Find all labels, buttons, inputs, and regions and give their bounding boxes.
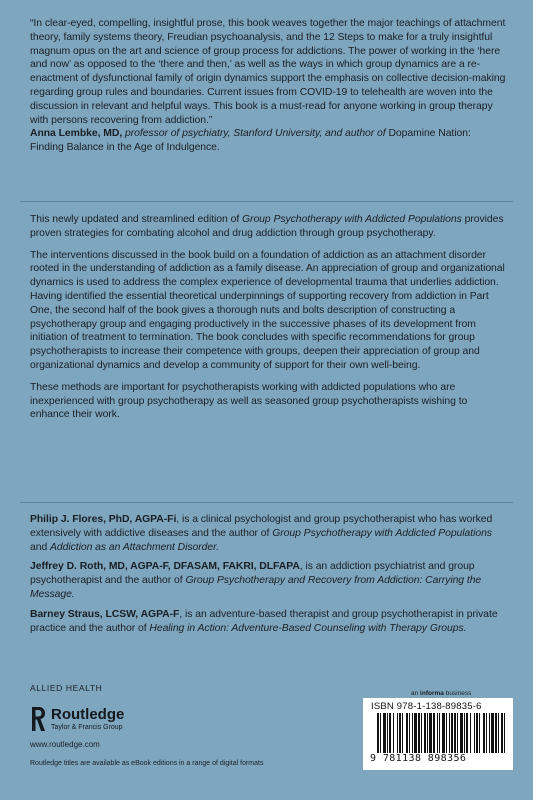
bio-straus [30, 608, 506, 636]
intro-book-title: Group Psychotherapy with Addicted Populations [242, 214, 462, 225]
quote-author-role: professor of psychiatry, Stanford University, and author of [125, 128, 386, 140]
description-intro [30, 213, 506, 241]
barcode-bar [402, 713, 403, 753]
barcode-bar [412, 713, 413, 753]
barcode-bar [397, 713, 398, 753]
bio-name: Jeffrey D. Roth, MD, AGPA-F, DFASAM, FAKRI, DLFAPA [30, 561, 300, 573]
intro-text-pre: This newly updated and streamlined edition of [30, 214, 240, 225]
intro-text-post: provides proven strategies for combating alcohol and drug addiction through group psychotherapy. [30, 214, 504, 239]
bio-name: Philip J. Flores, PhD, AGPA-Fi [30, 514, 177, 525]
bio-text: , is an adventure-based therapist and group psychotherapist in private practice and the author of [30, 608, 498, 634]
divider-bottom [20, 502, 513, 503]
barcode-bar [476, 713, 478, 753]
barcode-bar [418, 713, 420, 753]
barcode-bar [474, 713, 475, 753]
barcode-bar [433, 713, 435, 753]
barcode-number: 9 781138 898356 [370, 753, 467, 764]
publisher-name: Routledge [51, 705, 125, 723]
barcode-bar [446, 713, 447, 753]
informa-business-tag [411, 690, 471, 697]
informa-bold: informa [420, 690, 444, 697]
bio-roth [30, 560, 506, 601]
barcode-bar [409, 713, 410, 753]
informa-pre: an [411, 690, 419, 697]
bio-joiner: and [30, 541, 48, 553]
author-bios [30, 513, 506, 641]
subject-category: ALLIED HEALTH [30, 683, 103, 693]
barcode-bar [460, 713, 463, 753]
barcode-bar [501, 713, 503, 753]
routledge-logo-icon [30, 706, 46, 732]
barcode-bar [495, 713, 497, 753]
barcode-bar [380, 713, 381, 753]
barcode-bar [424, 713, 426, 753]
barcode-bar [451, 713, 453, 753]
barcode-bar [483, 713, 485, 753]
quote-author-book: Dopamine Nation: Finding Balance in the Age of Indulgence. [30, 128, 471, 154]
bio-text: , is an addiction psychiatrist and group psychotherapist and the author of [30, 561, 475, 587]
barcode-bar [439, 713, 440, 753]
publisher-logo [30, 706, 124, 732]
bio-flores [30, 513, 506, 554]
barcode-bar [389, 713, 391, 753]
barcode-bar [486, 713, 487, 753]
quote-author: Anna Lembke, MD, [30, 128, 123, 140]
barcode-bar [429, 713, 432, 753]
publisher-url: www.routledge.com [30, 740, 100, 749]
bio-book: Group Psychotherapy with Addicted Populations [272, 527, 492, 539]
bio-name: Barney Straus, LCSW, AGPA-F [30, 608, 180, 620]
barcode-bar [399, 713, 401, 753]
endorsement-quote [30, 17, 506, 155]
barcode-bars [377, 713, 507, 753]
divider-top [20, 201, 513, 202]
barcode-bar [470, 713, 471, 753]
bio-book: Group Psychotherapy and Recovery from Addiction: Carrying the Message. [30, 575, 482, 600]
isbn-label: ISBN 978-1-138-89835-6 [371, 701, 482, 712]
barcode-bar [489, 713, 490, 753]
barcode-bar [504, 713, 505, 753]
barcode-bar [383, 713, 386, 753]
barcode-bar [427, 713, 428, 753]
barcode-bar [454, 713, 456, 753]
description-paragraph-3: These methods are important for psychotherapists working with addicted populations who are inexperienced with group psychotherapy as well as seasoned group psychotherapists wishing to enhance their work. [30, 381, 468, 421]
barcode-bar [466, 713, 468, 753]
quote-text: “In clear-eyed, compelling, insightful prose, this book weaves together the major teachings of attachment theory, family systems theory, Freudian psychoanalysis, and the 12 Steps to make for a truly insightful magnum opus on the art and science of group process for addictions. The power of working in the ‘here and now’ as opposed to the ‘there and then,’ as well as the ways in which group dynamics are a re-enactment of dysfunctional family of origin dynamics support the emphasis on collective decision-making regarding group rules and boundaries. Current issues from COVID-19 to telehealth are woven into the discussion in relevant and helpful ways. This book is a must-read for anyone working in group therapy with persons recovering from addiction.” [30, 18, 506, 126]
barcode-bar [449, 713, 450, 753]
barcode-bar [457, 713, 458, 753]
barcode-bar [491, 713, 494, 753]
informa-post: business [445, 690, 472, 697]
barcode-bar [414, 713, 417, 753]
barcode-bar [479, 713, 480, 753]
barcode-bar [442, 713, 445, 753]
barcode-bar [421, 713, 422, 753]
barcode-bar [498, 713, 499, 753]
barcode-bar [406, 713, 408, 753]
barcode-bar [464, 713, 465, 753]
publisher-group: Taylor & Francis Group [51, 723, 123, 731]
description-paragraph-2: The interventions discussed in the book build on a foundation of addiction as an attachment disorder rooted in the understanding of addiction as a family disease. An appreciation of group and organizational dynamics is used to address the complex experience of developmental trauma that underlies addiction. Having identified the essential theoretical underpinnings of supporting recovery from addiction in Part One, the second half of the book gives a thorough nuts and bolts description of constructing a psychotherapy group and engaging productively in the successive phases of its development from initiation of treatment to termination. The book concludes with specific recommendations for group psychotherapists to increase their competence with groups, deepen their appreciation of group and organizational dynamics and develop a community of support for their own well-being. [30, 249, 505, 371]
bio-book: Addiction as an Attachment Disorder. [50, 541, 219, 553]
barcode-bar [377, 713, 379, 753]
book-description [30, 213, 506, 430]
ebook-footnote: Routledge titles are available as eBook editions in a range of digital formats [30, 760, 264, 767]
barcode-bar [393, 713, 394, 753]
bio-text: , is a clinical psychologist and group psychotherapist who has worked extensively with addictive diseases and the author of [30, 514, 493, 539]
barcode-bar [387, 713, 388, 753]
barcode-bar [437, 713, 438, 753]
bio-book: Healing in Action: Adventure-Based Counseling with Therapy Groups. [149, 622, 467, 634]
